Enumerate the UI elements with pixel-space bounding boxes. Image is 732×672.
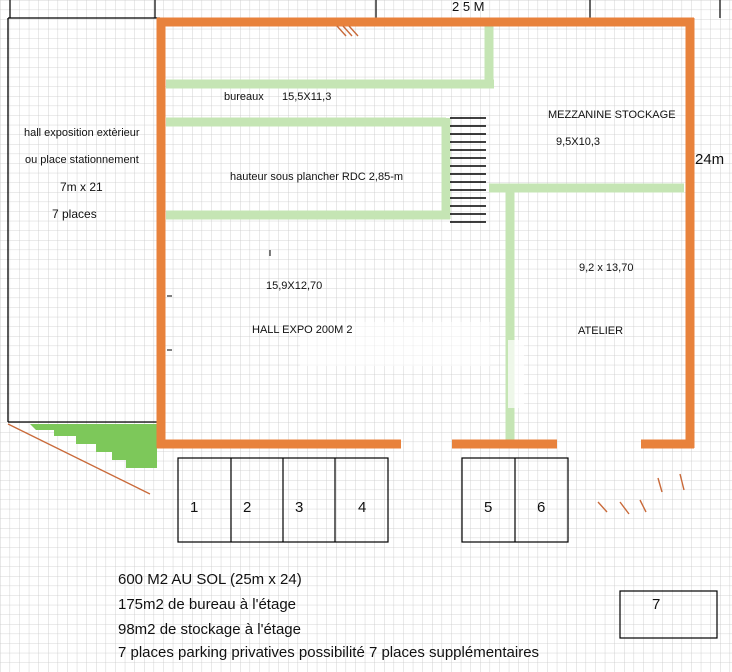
parking-slot-2: 2 — [243, 499, 252, 516]
height-dimension: 24m — [695, 151, 725, 168]
parking-slot-1: 1 — [190, 499, 199, 516]
parking-slot-5: 5 — [484, 499, 493, 516]
bureaux-label: bureaux — [224, 91, 264, 103]
ceiling-height-note: hauteur sous plancher RDC 2,85-m — [230, 171, 404, 183]
atelier-label: ATELIER — [578, 325, 624, 337]
note-bureau: 175m2 de bureau à l'étage — [118, 596, 297, 613]
parking-slot-3: 3 — [295, 499, 304, 516]
outdoor-line-1: hall exposition extèrieur — [24, 127, 140, 139]
note-parking: 7 places parking privatives possibilité 7 places supplémentaires — [118, 644, 540, 661]
parking-slot-4: 4 — [358, 499, 367, 516]
outdoor-size: 7m x 21 — [60, 180, 103, 194]
hall-size: 15,9X12,70 — [266, 280, 323, 292]
atelier-size: 9,2 x 13,70 — [579, 262, 634, 274]
outdoor-line-2: ou place stationnement — [25, 154, 139, 166]
parking-slot-6: 6 — [537, 499, 546, 516]
parking-slot-7: 7 — [652, 596, 661, 613]
hall-expo-label: HALL EXPO 200M 2 — [252, 324, 353, 336]
note-surface: 600 M2 AU SOL (25m x 24) — [118, 571, 302, 588]
mezzanine-label: MEZZANINE STOCKAGE — [548, 109, 676, 121]
outdoor-places: 7 places — [52, 207, 97, 221]
note-stockage: 98m2 de stockage à l'étage — [118, 621, 301, 638]
watermark-bar — [508, 340, 524, 408]
bureaux-size: 15,5X11,3 — [282, 91, 332, 103]
width-dimension: 2 5 M — [452, 0, 485, 14]
mezzanine-size: 9,5X10,3 — [556, 136, 601, 148]
